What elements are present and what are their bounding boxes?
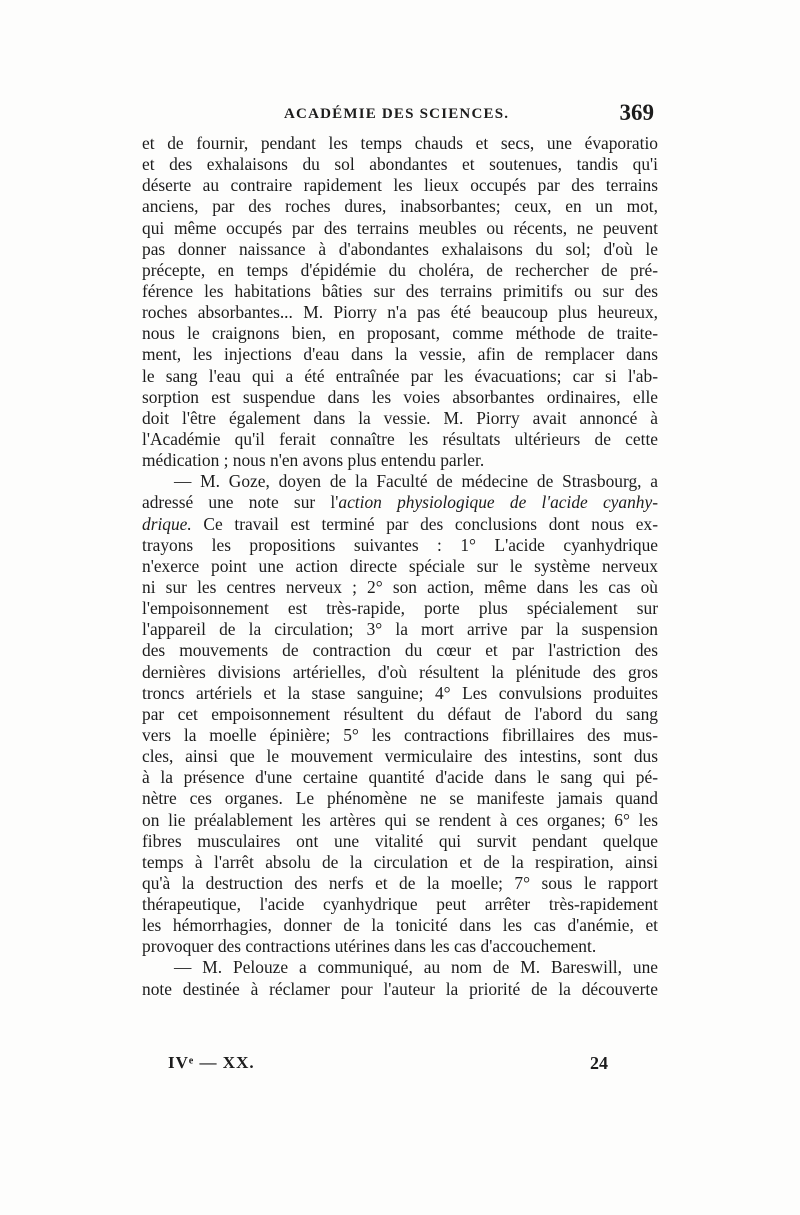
text-line: anciens, par des roches dures, inabsorbantes; ceux, en un mot, <box>142 196 658 217</box>
text-line: note destinée à réclamer pour l'auteur la priorité de la découverte <box>142 978 658 999</box>
text-line: sorption est suspendue dans les voies absorbantes ordinaires, elle <box>142 386 658 407</box>
text-line: provoquer des contractions utérines dans les cas d'accouchement. <box>142 936 597 957</box>
text-line: par cet empoisonnement résultent du défaut de l'abord du sang <box>142 703 658 724</box>
text-line: trayons les propositions suivantes : 1° L'acide cyanhydrique <box>142 534 658 555</box>
text-line: l'empoisonnement est très-rapide, porte plus spécialement sur <box>142 598 658 619</box>
text-line: temps à l'arrêt absolu de la circulation et de la respiration, ainsi <box>142 851 658 872</box>
text-line: à la présence d'une certaine quantité d'acide dans le sang qui pé- <box>142 767 658 788</box>
signature-mark: IVᵉ — XX. <box>168 1053 255 1072</box>
text-line: cles, ainsi que le mouvement vermiculaire des intestins, sont dus <box>142 746 658 767</box>
text-line: déserte au contraire rapidement les lieux occupés par des terrains <box>142 175 658 196</box>
page-footer <box>142 1053 658 1077</box>
text-segment: Ce travail est terminé par des conclusions dont nous ex- <box>191 513 658 534</box>
running-title: ACADÉMIE DES SCIENCES. <box>284 106 510 122</box>
signature-number: 24 <box>590 1053 608 1073</box>
text-line: l'appareil de la circulation; 3° la mort arrive par la suspension <box>142 619 658 640</box>
body-text <box>142 133 658 1000</box>
text-line: troncs artériels et la stase sanguine; 4° Les convulsions produites <box>142 682 658 703</box>
text-line: pas donner naissance à d'abondantes exhalaisons du sol; d'où le <box>142 238 658 259</box>
text-line: précepte, en temps d'épidémie du choléra, de rechercher de pré- <box>142 259 658 280</box>
text-line: nous le craignons bien, en proposant, comme méthode de traite- <box>142 323 658 344</box>
text-line: le sang l'eau qui a été entraînée par les évacuations; car si l'ab- <box>142 365 658 386</box>
running-head <box>140 100 660 130</box>
text-line: férence les habitations bâties sur des terrains primitifs ou sur des <box>142 280 658 301</box>
text-line: médication ; nous n'en avons plus entendu parler. <box>142 450 485 471</box>
text-line: et des exhalaisons du sol abondantes et soutenues, tandis qu'i <box>142 154 658 175</box>
text-line: roches absorbantes... M. Piorry n'a pas été beaucoup plus heureux, <box>142 302 658 323</box>
text-line: nètre ces organes. Le phénomène ne se manifeste jamais quand <box>142 788 658 809</box>
text-line: n'exerce point une action directe spéciale sur le système nerveux <box>142 555 658 576</box>
text-line: ment, les injections d'eau dans la vessie, afin de remplacer dans <box>142 344 658 365</box>
text-line-with-italic <box>142 492 658 513</box>
text-line: vers la moelle épinière; 5° les contractions fibrillaires des mus- <box>142 724 658 745</box>
italic-title-segment: action physiologique de l'acide cyanhy- <box>338 492 658 513</box>
paragraph-start-line: — M. Goze, doyen de la Faculté de médecine de Strasbourg, a <box>174 471 658 492</box>
text-segment: adressé une note sur l' <box>142 492 339 513</box>
text-line: fibres musculaires ont une vitalité qui survit pendant quelque <box>142 830 658 851</box>
text-line-with-italic <box>142 514 658 535</box>
text-line: des mouvements de contraction du cœur et par l'astriction des <box>142 640 658 661</box>
text-line: les hémorrhagies, donner de la tonicité dans les cas d'anémie, et <box>142 915 658 936</box>
text-line: thérapeutique, l'acide cyanhydrique peut arrêter très-rapidement <box>142 894 658 915</box>
text-line: on lie préalablement les artères qui se rendent à ces organes; 6° les <box>142 809 658 830</box>
text-line: qui même occupés par des terrains meubles ou récents, ne peuvent <box>142 217 658 238</box>
text-line: dernières divisions artérielles, d'où résultent la plénitude des gros <box>142 661 658 682</box>
page-number: 369 <box>619 100 654 125</box>
text-line: doit l'être également dans la vessie. M. Piorry avait annoncé à <box>142 407 658 428</box>
text-line: l'Académie qu'il ferait connaître les résultats ultérieurs de cette <box>142 428 658 449</box>
italic-title-segment: drique. <box>142 513 192 534</box>
text-line: et de fournir, pendant les temps chauds et secs, une évaporatio <box>142 133 658 153</box>
text-line: qu'à la destruction des nerfs et de la moelle; 7° sous le rapport <box>142 872 658 893</box>
text-line: ni sur les centres nerveux ; 2° son action, même dans les cas où <box>142 576 658 597</box>
paragraph-start-line: — M. Pelouze a communiqué, au nom de M. Bareswill, une <box>174 957 658 978</box>
